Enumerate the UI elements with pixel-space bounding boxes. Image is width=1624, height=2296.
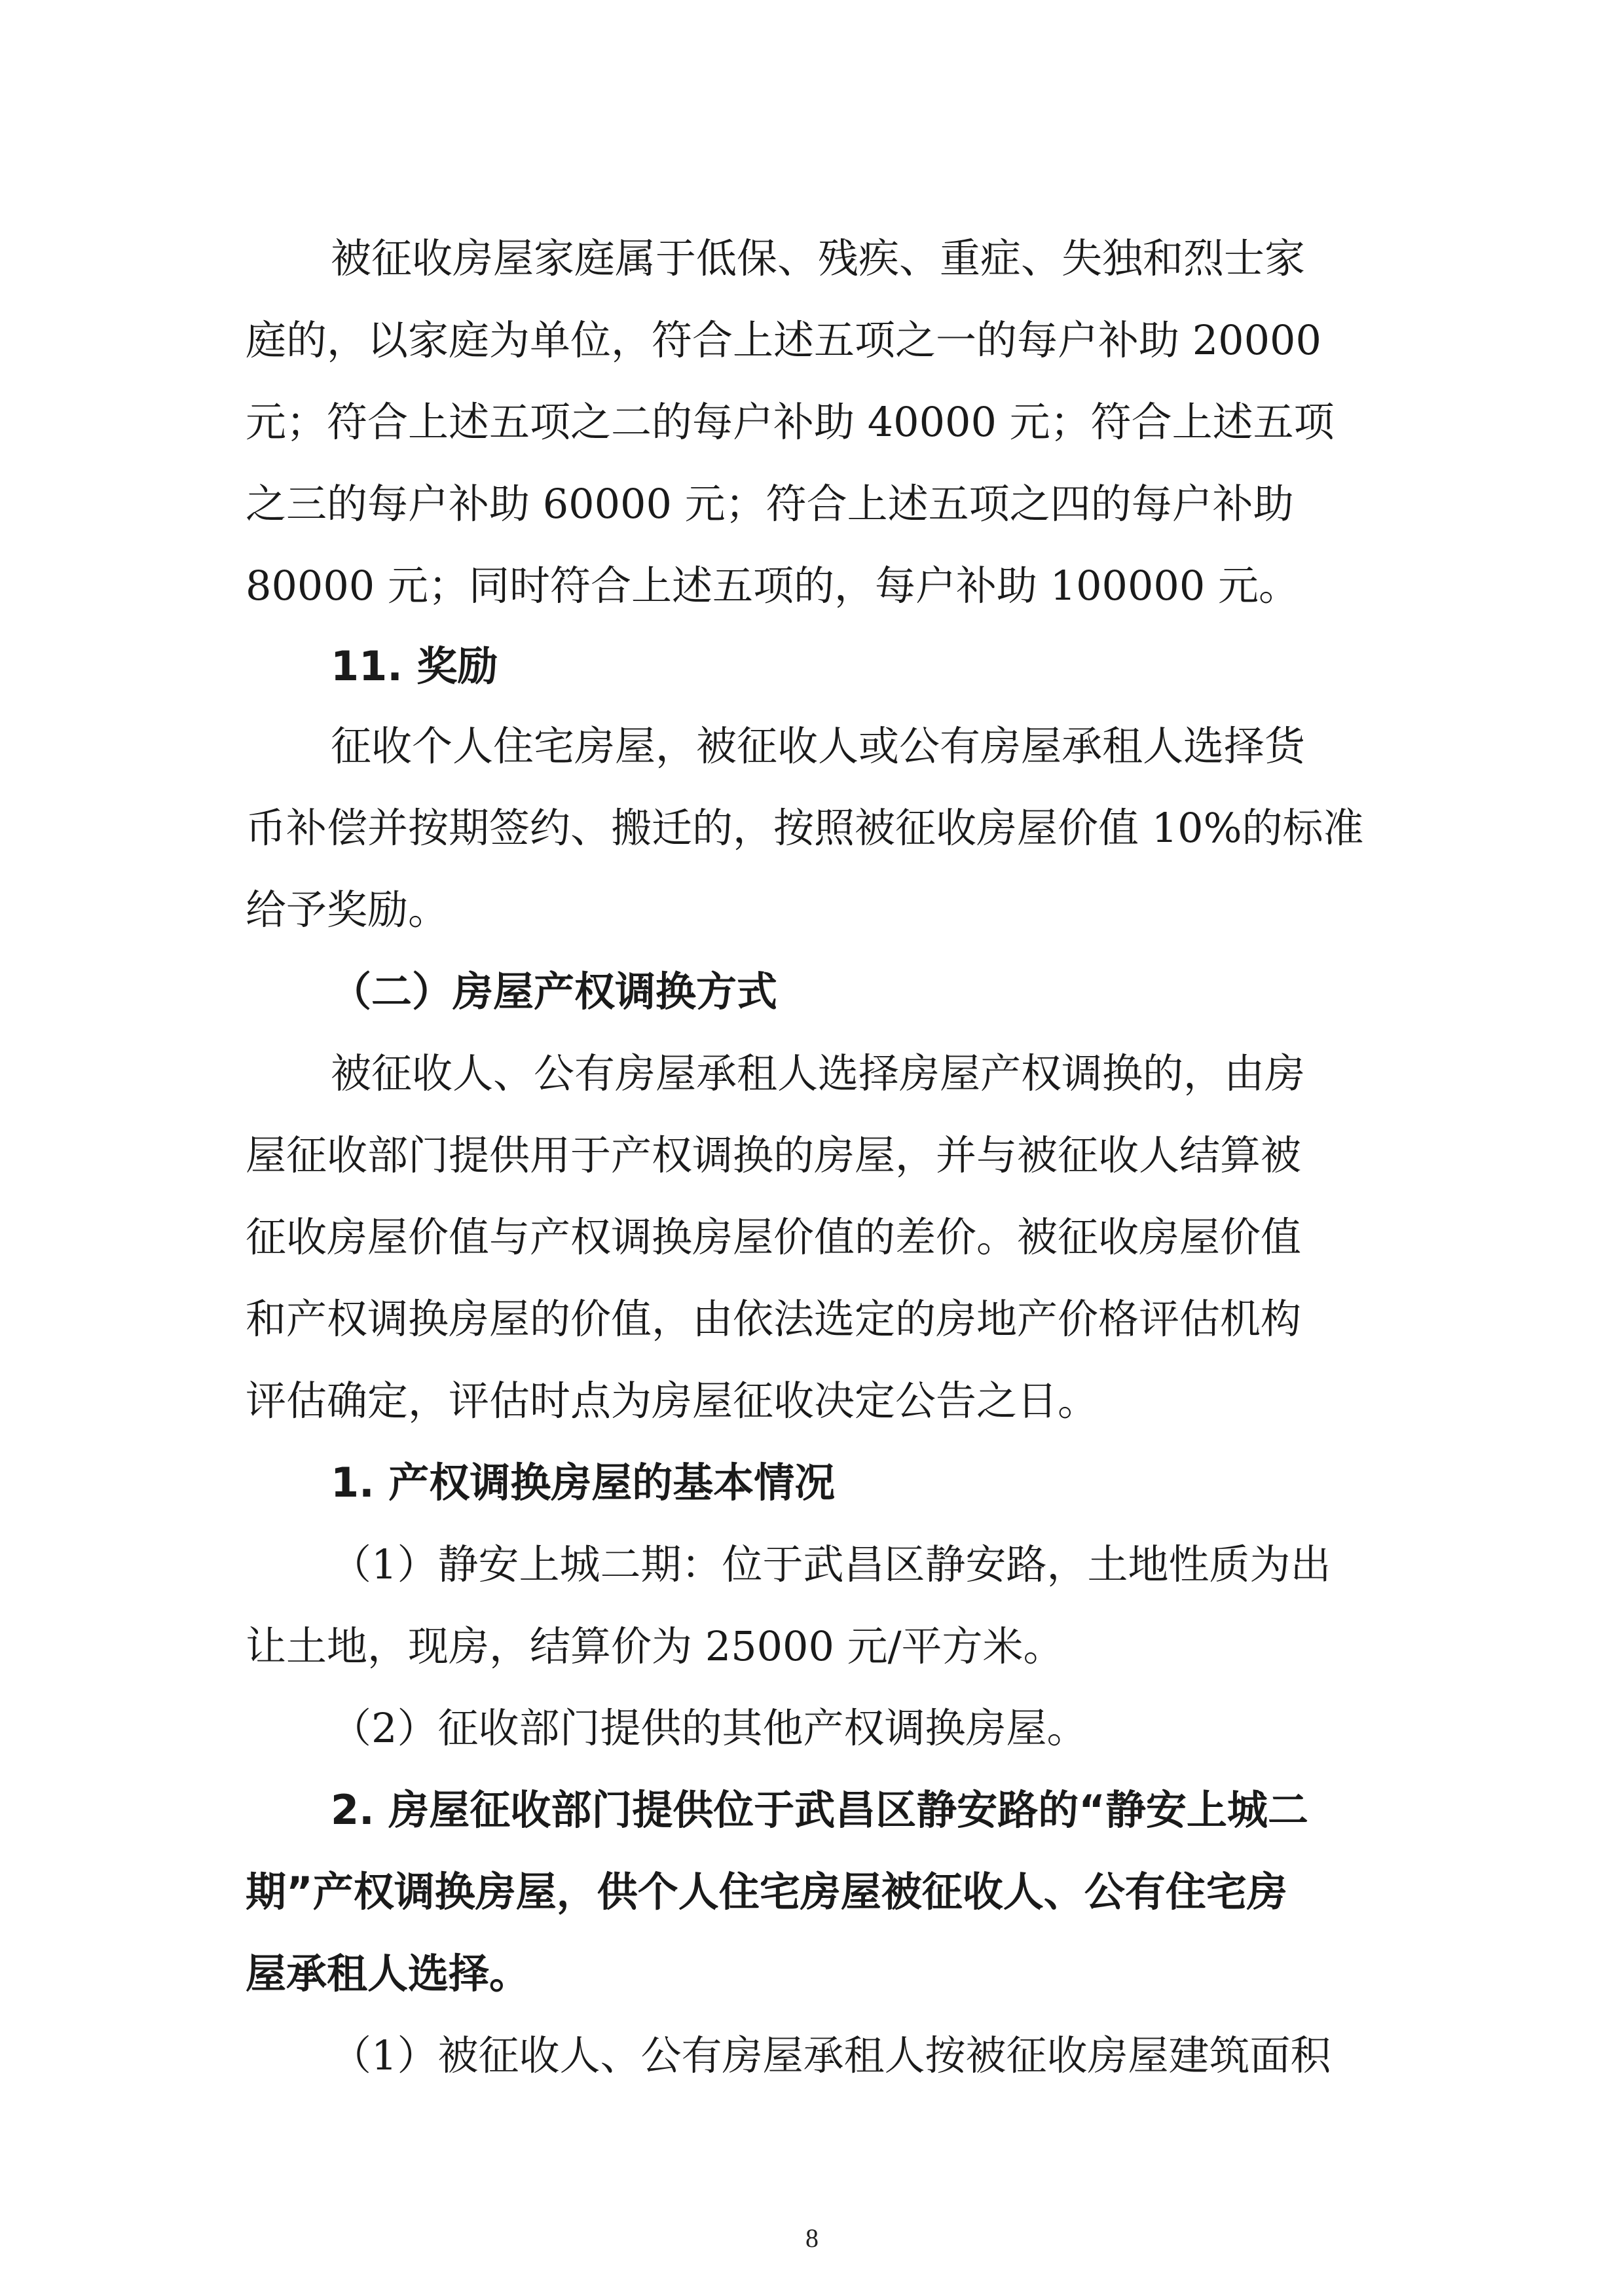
section-heading: 1. 产权调换房屋的基本情况 (331, 1459, 836, 1506)
bold-paragraph-line: 屋承租人选择。 (246, 1950, 530, 1997)
paragraph-line: 和产权调换房屋的价值，由依法选定的房地产价格评估机构 (246, 1295, 1302, 1343)
paragraph-line: 被征收人、公有房屋承租人选择房屋产权调换的，由房 (331, 1049, 1306, 1097)
paragraph-line: （1）静安上城二期：位于武昌区静安路，土地性质为出 (331, 1540, 1331, 1588)
paragraph-line: 屋征收部门提供用于产权调换的房屋，并与被征收人结算被 (246, 1131, 1302, 1179)
paragraph-line: 庭的，以家庭为单位，符合上述五项之一的每户补助 20000 (246, 316, 1321, 364)
paragraph-line: 让土地，现房，结算价为 25000 元/平方米。 (246, 1622, 1064, 1670)
section-heading: 11. 奖励 (331, 642, 498, 690)
paragraph-line: 征收房屋价值与产权调换房屋价值的差价。被征收房屋价值 (246, 1213, 1302, 1261)
paragraph-line: 被征收房屋家庭属于低保、残疾、重症、失独和烈士家 (331, 234, 1306, 282)
bold-paragraph-line: 2. 房屋征收部门提供位于武昌区静安路的“静安上城二 (331, 1786, 1309, 1834)
paragraph-line: 之三的每户补助 60000 元；符合上述五项之四的每户补助 (246, 480, 1294, 528)
paragraph-line: （2）征收部门提供的其他产权调换房屋。 (331, 1704, 1088, 1752)
paragraph-line: 征收个人住宅房屋，被征收人或公有房屋承租人选择货 (331, 722, 1306, 770)
paragraph-line: 币补偿并按期签约、搬迁的，按照被征收房屋价值 10%的标准 (246, 804, 1364, 852)
paragraph-line: 80000 元；同时符合上述五项的，每户补助 100000 元。 (246, 562, 1300, 610)
paragraph-line: （1）被征收人、公有房屋承租人按被征收房屋建筑面积 (331, 2032, 1331, 2079)
paragraph-line: 给予奖励。 (246, 886, 449, 934)
paragraph-line: 评估确定，评估时点为房屋征收决定公告之日。 (246, 1377, 1099, 1425)
bold-paragraph-line: 期”产权调换房屋，供个人住宅房屋被征收人、公有住宅房 (246, 1868, 1287, 1916)
section-heading: （二）房屋产权调换方式 (331, 968, 778, 1015)
paragraph-line: 元；符合上述五项之二的每户补助 40000 元；符合上述五项 (246, 398, 1335, 446)
page-number: 8 (805, 2223, 819, 2253)
